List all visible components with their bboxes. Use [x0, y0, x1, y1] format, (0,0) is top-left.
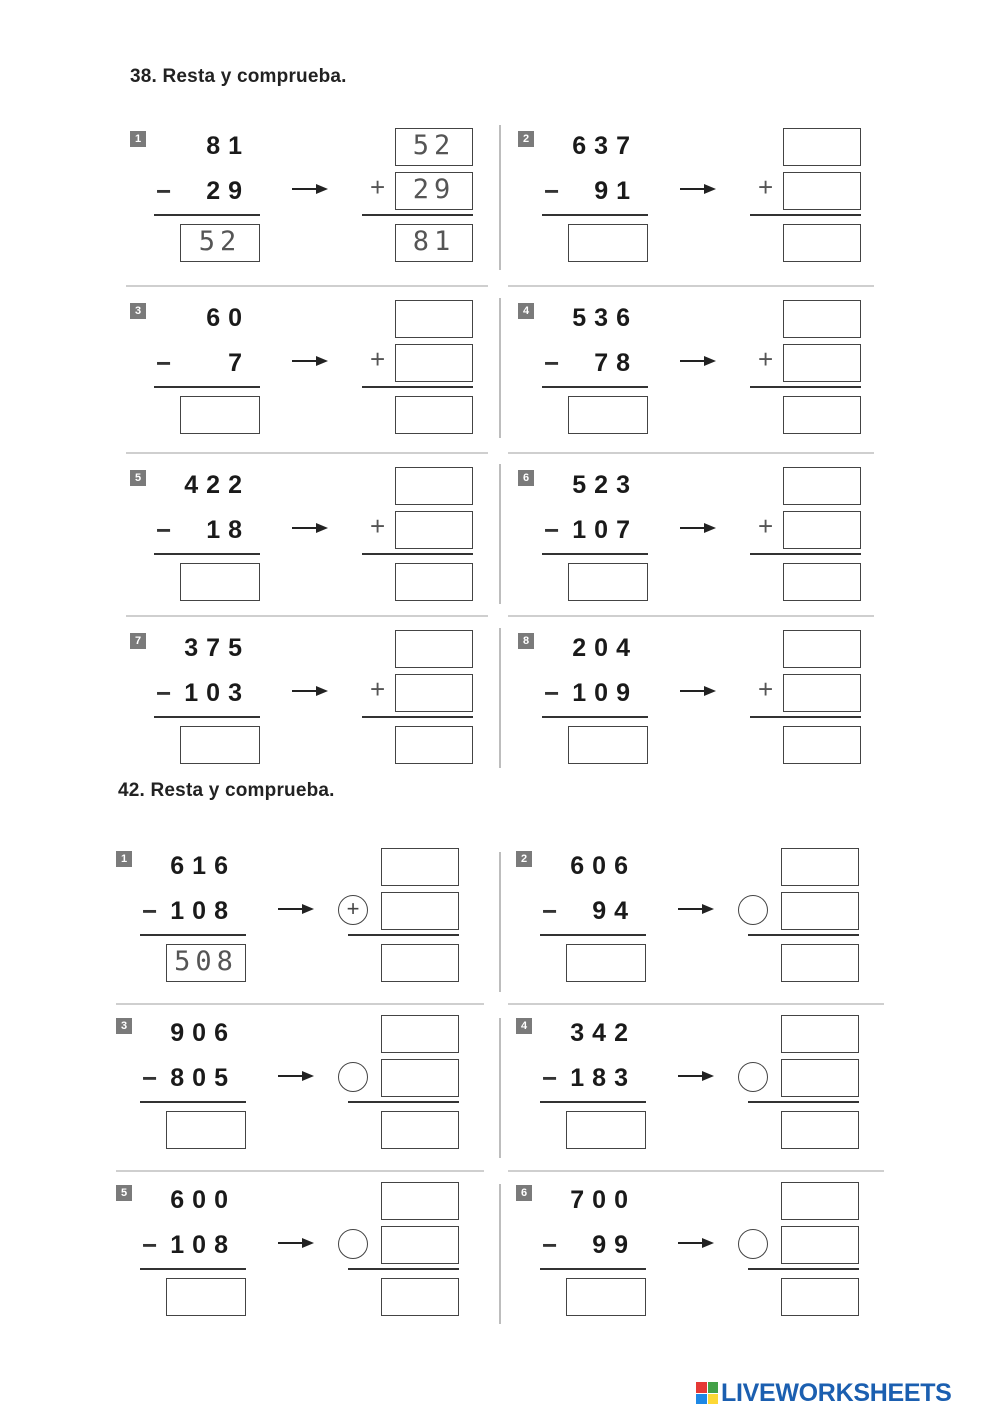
problem-section1-6 — [518, 467, 888, 617]
subtraction-line — [540, 1101, 646, 1103]
row-divider — [508, 452, 874, 454]
check-addend-box[interactable] — [783, 344, 861, 382]
check-addend-box[interactable] — [783, 172, 861, 210]
minuend: 60 — [206, 304, 250, 332]
addition-line — [750, 386, 861, 388]
arrow-right-icon — [680, 522, 716, 534]
minuend: 536 — [572, 304, 638, 332]
check-result-box[interactable] — [381, 1111, 459, 1149]
subtrahend: 91 — [594, 177, 638, 205]
row-divider — [126, 285, 488, 287]
column-divider — [499, 1184, 501, 1324]
minuend: 606 — [570, 852, 636, 880]
addition-line — [748, 934, 859, 936]
check-top-box[interactable] — [395, 300, 473, 338]
check-addend-box[interactable] — [395, 511, 473, 549]
problem-number-badge: 2 — [518, 131, 534, 147]
check-top-box[interactable] — [783, 300, 861, 338]
subtraction-line — [540, 1268, 646, 1270]
minus-sign: − — [542, 1063, 558, 1093]
minuend: 700 — [570, 1186, 636, 1214]
check-top-box[interactable] — [381, 848, 459, 886]
plus-sign: + — [370, 674, 386, 704]
minus-sign: − — [142, 1230, 158, 1260]
row-divider — [508, 1170, 884, 1172]
difference-answer-box[interactable] — [166, 1111, 246, 1149]
arrow-right-icon — [278, 903, 314, 915]
minus-sign: − — [156, 176, 172, 206]
row-divider — [508, 285, 874, 287]
addition-line — [362, 716, 473, 718]
problem-number-badge: 3 — [116, 1018, 132, 1034]
minuend: 906 — [170, 1019, 236, 1047]
check-addend-box[interactable] — [781, 1226, 859, 1264]
minus-sign: − — [156, 515, 172, 545]
problem-number-badge: 7 — [130, 633, 146, 649]
minuend: 81 — [206, 132, 250, 160]
check-addend-box[interactable] — [395, 344, 473, 382]
logo-mark-icon — [696, 1382, 718, 1404]
check-result-box[interactable] — [395, 726, 473, 764]
arrow-right-icon — [292, 355, 328, 367]
minus-sign: − — [156, 348, 172, 378]
addition-line — [348, 934, 459, 936]
subtrahend: 183 — [570, 1064, 636, 1092]
operator-circle[interactable] — [738, 1062, 768, 1092]
difference-answer-box[interactable] — [166, 1278, 246, 1316]
subtraction-line — [542, 386, 648, 388]
check-addend-box[interactable] — [395, 674, 473, 712]
addition-line — [748, 1101, 859, 1103]
addition-line — [362, 553, 473, 555]
arrow-right-icon — [680, 685, 716, 697]
check-result-box[interactable] — [783, 224, 861, 262]
column-divider — [499, 1018, 501, 1158]
subtraction-line — [154, 386, 260, 388]
check-top-box[interactable] — [381, 1182, 459, 1220]
problem-section2-5 — [116, 1182, 486, 1332]
check-result-box[interactable] — [783, 563, 861, 601]
difference-answer-box[interactable] — [568, 563, 648, 601]
check-result-box[interactable] — [395, 396, 473, 434]
problem-number-badge: 4 — [516, 1018, 532, 1034]
addition-line — [348, 1101, 459, 1103]
minus-sign: − — [544, 515, 560, 545]
minus-sign: − — [542, 1230, 558, 1260]
problem-section1-2 — [518, 128, 888, 278]
difference-answer-box[interactable]: 508 — [166, 944, 246, 982]
plus-sign: + — [370, 511, 386, 541]
arrow-right-icon — [292, 183, 328, 195]
problem-section2-3 — [116, 1015, 486, 1165]
plus-sign: + — [370, 172, 386, 202]
check-addend-box[interactable] — [381, 892, 459, 930]
difference-answer-box[interactable] — [180, 726, 260, 764]
difference-answer-box[interactable] — [180, 396, 260, 434]
check-result-box[interactable] — [783, 726, 861, 764]
minuend: 342 — [570, 1019, 636, 1047]
subtrahend: 805 — [170, 1064, 236, 1092]
minuend: 375 — [184, 634, 250, 662]
arrow-right-icon — [278, 1070, 314, 1082]
check-top-box[interactable] — [781, 848, 859, 886]
check-top-box[interactable] — [395, 467, 473, 505]
check-top-box[interactable] — [781, 1182, 859, 1220]
subtrahend: 18 — [206, 516, 250, 544]
problem-number-badge: 5 — [130, 470, 146, 486]
minuend: 523 — [572, 471, 638, 499]
subtrahend: 99 — [592, 1231, 636, 1259]
problem-number-badge: 6 — [518, 470, 534, 486]
minus-sign: − — [142, 896, 158, 926]
check-result-box[interactable] — [781, 1278, 859, 1316]
subtrahend: 103 — [184, 679, 250, 707]
check-addend-box[interactable] — [781, 1059, 859, 1097]
check-top-box[interactable] — [783, 128, 861, 166]
problem-section2-4 — [516, 1015, 886, 1165]
check-addend-box[interactable] — [783, 511, 861, 549]
minus-sign: − — [542, 896, 558, 926]
difference-answer-box[interactable] — [566, 1278, 646, 1316]
check-result-box[interactable] — [381, 944, 459, 982]
check-result-box[interactable] — [381, 1278, 459, 1316]
arrow-right-icon — [678, 1070, 714, 1082]
plus-sign: + — [758, 511, 774, 541]
operator-circle[interactable] — [338, 1229, 368, 1259]
problem-section2-2 — [516, 848, 886, 998]
subtrahend: 108 — [170, 897, 236, 925]
difference-answer-box[interactable] — [566, 1111, 646, 1149]
difference-answer-box[interactable] — [568, 726, 648, 764]
subtrahend: 94 — [592, 897, 636, 925]
arrow-right-icon — [292, 522, 328, 534]
subtrahend: 78 — [594, 349, 638, 377]
arrow-right-icon — [680, 355, 716, 367]
difference-answer-box[interactable]: 52 — [180, 224, 260, 262]
subtrahend: 7 — [228, 349, 250, 377]
problem-number-badge: 1 — [130, 131, 146, 147]
subtraction-line — [154, 716, 260, 718]
minus-sign: − — [142, 1063, 158, 1093]
arrow-right-icon — [680, 183, 716, 195]
subtraction-line — [140, 934, 246, 936]
check-top-box[interactable] — [783, 467, 861, 505]
plus-sign: + — [758, 344, 774, 374]
plus-sign: + — [370, 344, 386, 374]
check-addend-box[interactable] — [781, 892, 859, 930]
check-addend-box[interactable] — [381, 1226, 459, 1264]
addition-line — [750, 553, 861, 555]
minus-sign: − — [156, 678, 172, 708]
minuend: 616 — [170, 852, 236, 880]
subtraction-line — [542, 716, 648, 718]
problem-number-badge: 5 — [116, 1185, 132, 1201]
difference-answer-box[interactable] — [566, 944, 646, 982]
check-top-box[interactable] — [781, 1015, 859, 1053]
subtraction-line — [154, 214, 260, 216]
arrow-right-icon — [678, 903, 714, 915]
minuend: 422 — [184, 471, 250, 499]
section-38-title: 38. Resta y comprueba. — [130, 66, 347, 87]
addition-line — [750, 716, 861, 718]
minuend: 204 — [572, 634, 638, 662]
problem-number-badge: 1 — [116, 851, 132, 867]
problem-section1-4 — [518, 300, 888, 450]
subtraction-line — [140, 1268, 246, 1270]
check-result-box[interactable]: 81 — [395, 224, 473, 262]
addition-line — [362, 386, 473, 388]
subtrahend: 108 — [170, 1231, 236, 1259]
check-top-box[interactable] — [783, 630, 861, 668]
minuend: 637 — [572, 132, 638, 160]
minus-sign: − — [544, 678, 560, 708]
problem-section2-6 — [516, 1182, 886, 1332]
liveworksheets-logo[interactable] — [696, 1378, 952, 1408]
subtrahend: 109 — [572, 679, 638, 707]
subtraction-line — [542, 553, 648, 555]
subtraction-line — [540, 934, 646, 936]
problem-number-badge: 3 — [130, 303, 146, 319]
arrow-right-icon — [292, 685, 328, 697]
row-divider — [508, 1003, 884, 1005]
check-top-box[interactable] — [395, 630, 473, 668]
operator-circle[interactable] — [738, 1229, 768, 1259]
section-42-title: 42. Resta y comprueba. — [118, 780, 335, 801]
problem-section2-1 — [116, 848, 486, 998]
arrow-right-icon — [278, 1237, 314, 1249]
subtrahend: 107 — [572, 516, 638, 544]
check-result-box[interactable] — [783, 396, 861, 434]
minus-sign: − — [544, 348, 560, 378]
plus-sign: + — [758, 172, 774, 202]
problem-number-badge: 4 — [518, 303, 534, 319]
operator-circle[interactable] — [338, 1062, 368, 1092]
row-divider — [116, 1003, 484, 1005]
problem-section1-1 — [130, 128, 500, 278]
subtraction-line — [542, 214, 648, 216]
check-result-box[interactable] — [395, 563, 473, 601]
problem-section1-8 — [518, 630, 888, 780]
addition-line — [348, 1268, 459, 1270]
difference-answer-box[interactable] — [568, 224, 648, 262]
problem-number-badge: 6 — [516, 1185, 532, 1201]
check-addend-box[interactable] — [381, 1059, 459, 1097]
operator-circle[interactable] — [738, 895, 768, 925]
check-addend-box[interactable]: 29 — [395, 172, 473, 210]
problem-section1-3 — [130, 300, 500, 450]
check-result-box[interactable] — [781, 944, 859, 982]
subtraction-line — [154, 553, 260, 555]
problem-section1-5 — [130, 467, 500, 617]
minus-sign: − — [544, 176, 560, 206]
logo-text: LIVEWORKSHEETS — [721, 1378, 952, 1407]
problem-section1-7 — [130, 630, 500, 780]
row-divider — [116, 1170, 484, 1172]
addition-line — [750, 214, 861, 216]
addition-line — [362, 214, 473, 216]
difference-answer-box[interactable] — [568, 396, 648, 434]
subtrahend: 29 — [206, 177, 250, 205]
minuend: 600 — [170, 1186, 236, 1214]
check-result-box[interactable] — [781, 1111, 859, 1149]
problem-number-badge: 2 — [516, 851, 532, 867]
check-top-box[interactable]: 52 — [395, 128, 473, 166]
operator-circle[interactable]: + — [338, 895, 368, 925]
row-divider — [126, 452, 488, 454]
difference-answer-box[interactable] — [180, 563, 260, 601]
check-top-box[interactable] — [381, 1015, 459, 1053]
arrow-right-icon — [678, 1237, 714, 1249]
column-divider — [499, 852, 501, 992]
addition-line — [748, 1268, 859, 1270]
subtraction-line — [140, 1101, 246, 1103]
plus-sign: + — [758, 674, 774, 704]
problem-number-badge: 8 — [518, 633, 534, 649]
check-addend-box[interactable] — [783, 674, 861, 712]
